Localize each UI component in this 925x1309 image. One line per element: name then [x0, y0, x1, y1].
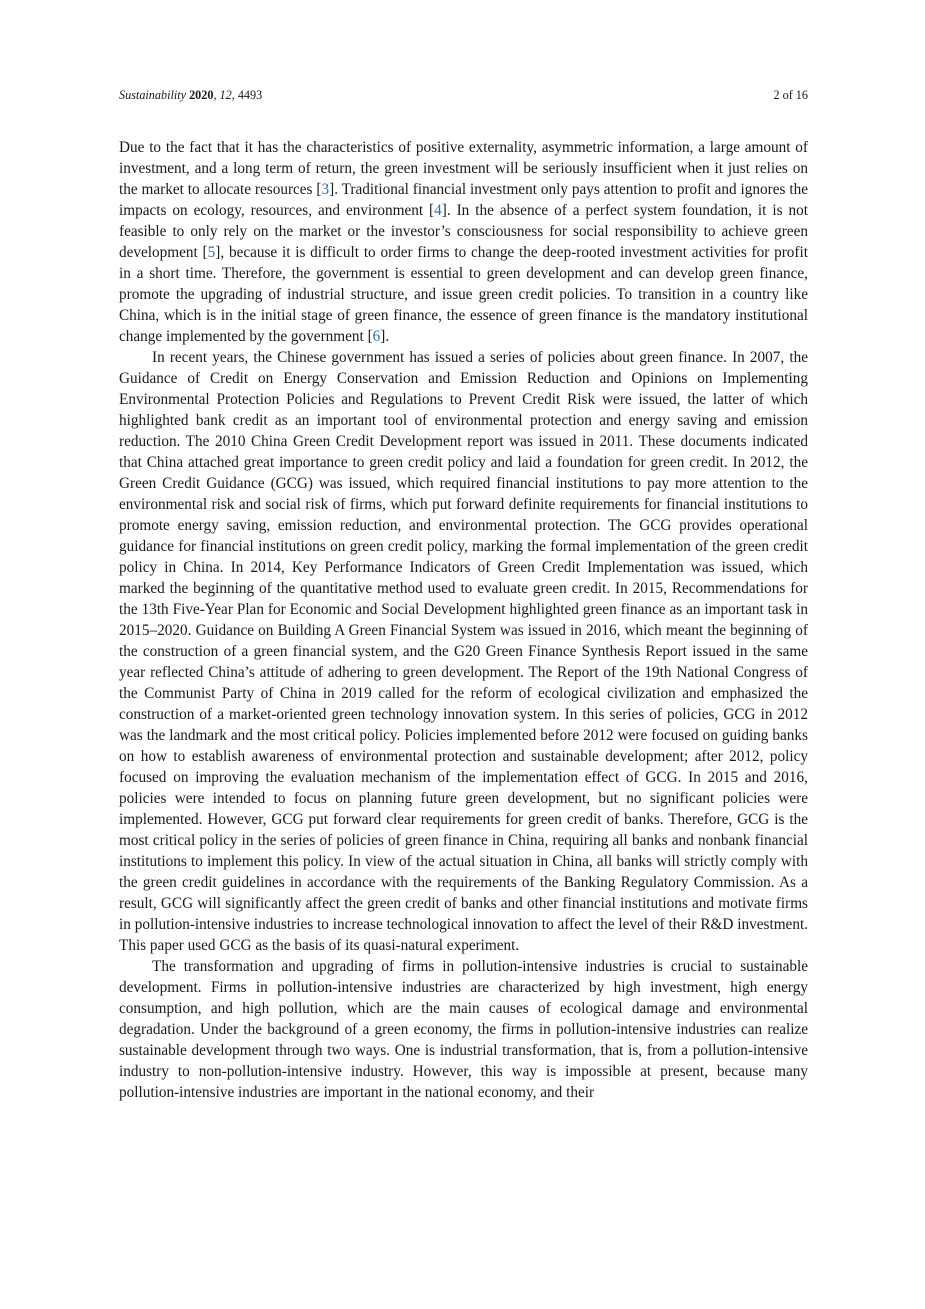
citation-link[interactable]: 4 [434, 202, 442, 219]
article-number: , 4493 [231, 88, 263, 102]
paragraph-text: In recent years, the Chinese government has issued a series of policies about green finance. In 2007, the Guidance of Credit on Energy Conservation and Emission Reduction and Opinions on Implementing Environmental Protection Policies and Regulations to Prevent Credit Risk were issued, the latter of which highlighted bank credit as an important tool of environmental protection and energy saving and emission reduction. The 2010 China Green Credit Development report was issued in 2011. These documents indicated that China attached great importance to green credit policy and laid a foundation for green credit. In 2012, the Green Credit Guidance (GCG) was issued, which required financial institutions to pay more attention to the environmental risk and social risk of firms, which put forward definite requirements for financial institutions to promote energy saving, emission reduction, and environmental protection. The GCG provides operational guidance for financial institutions on green credit policy, marking the formal implementation of the green credit policy in China. In 2014, Key Performance Indicators of Green Credit Implementation was issued, which marked the beginning of the quantitative method used to evaluate green credit. In 2015, Recommendations for the 13th Five-Year Plan for Economic and Social Development highlighted green finance as an important task in 2015–2020. Guidance on Building A Green Financial System was issued in 2016, which meant the beginning of the construction of a green financial system, and the G20 Green Finance Synthesis Report issued in the same year reflected China’s attitude of adhering to green development. The Report of the 19th National Congress of the Communist Party of China in 2019 called for the reform of ecological civilization and emphasized the construction of a market-oriented green technology innovation system. In this series of policies, GCG in 2012 was the landmark and the most critical policy. Policies implemented before 2012 were focused on guiding banks on how to establish awareness of environmental protection and sustainable development; after 2012, policy focused on improving the evaluation mechanism of the implementation effect of GCG. In 2015 and 2016, policies were intended to focus on planning future green development, but no significant policies were implemented. However, GCG put forward clear requirements for green credit of banks. Therefore, GCG is the most critical policy in the series of policies of green finance in China, requiring all banks and nonbank financial institutions to implement this policy. In view of the actual situation in China, all banks will strictly comply with the green credit guidelines in accordance with the requirements of the Banking Regulatory Commission. As a result, GCG will significantly affect the green credit of banks and other financial institutions and motivate firms in pollution-intensive industries to increase technological innovation to affect the level of their R&D investment. This paper used GCG as the basis of its quasi-natural experiment. [119, 349, 808, 954]
journal-name: Sustainability [119, 88, 187, 102]
paragraph-text: ]. [380, 328, 390, 345]
paragraph-2 [119, 347, 808, 956]
paragraph-text: The transformation and upgrading of firms in pollution-intensive industries is crucial to sustainable development. Firms in pollution-intensive industries are characterized by high investment, high energy consumption, and high pollution, which are the main causes of ecological damage and environmental degradation. Under the background of a green economy, the firms in pollution-intensive industries can realize sustainable development through two ways. One is industrial transformation, that is, from a pollution-intensive industry to non-pollution-intensive industry. However, this way is impossible at present, because many pollution-intensive industries are important in the national economy, and their [119, 958, 808, 1101]
journal-volume: 12 [219, 88, 232, 102]
paragraph-text: ], because it is difficult to order firms to change the deep-rooted investment activities for profit in a short time. Therefore, the government is essential to green development and can develop green finance, promote the upgrading of industrial structure, and issue green credit policies. To transition in a country like China, which is in the initial stage of green finance, the essence of green finance is the mandatory institutional change implemented by the government [ [119, 244, 808, 345]
paragraph-text: Due to the fact that it has the characteristics of positive externality, asymmetric information, a large amount of investment, and a long term of return, the green investment will be seriously insufficient when it just relies on the market to allocate resources [ [119, 139, 808, 198]
paragraph-text: ]. In the absence of a perfect system foundation, it is not feasible to only rely on the market or the investor’s consciousness for social responsibility to achieve green development [ [119, 202, 808, 261]
journal-year: 2020 [189, 88, 214, 102]
citation-link[interactable]: 3 [321, 181, 330, 198]
paragraph-3 [119, 956, 808, 1103]
page-number: 2 of 16 [773, 88, 808, 102]
citation-header: Sustainability 2020, 12, 4493 [119, 88, 263, 102]
paragraph-1 [119, 137, 808, 347]
citation-link[interactable]: 6 [372, 328, 381, 345]
paragraph-text: ]. Traditional financial investment only pays attention to profit and ignores the impacts on ecology, resources, and environment [ [119, 181, 808, 219]
page-header [119, 86, 808, 104]
citation-link[interactable]: 5 [207, 244, 216, 261]
body-text [119, 137, 808, 1103]
